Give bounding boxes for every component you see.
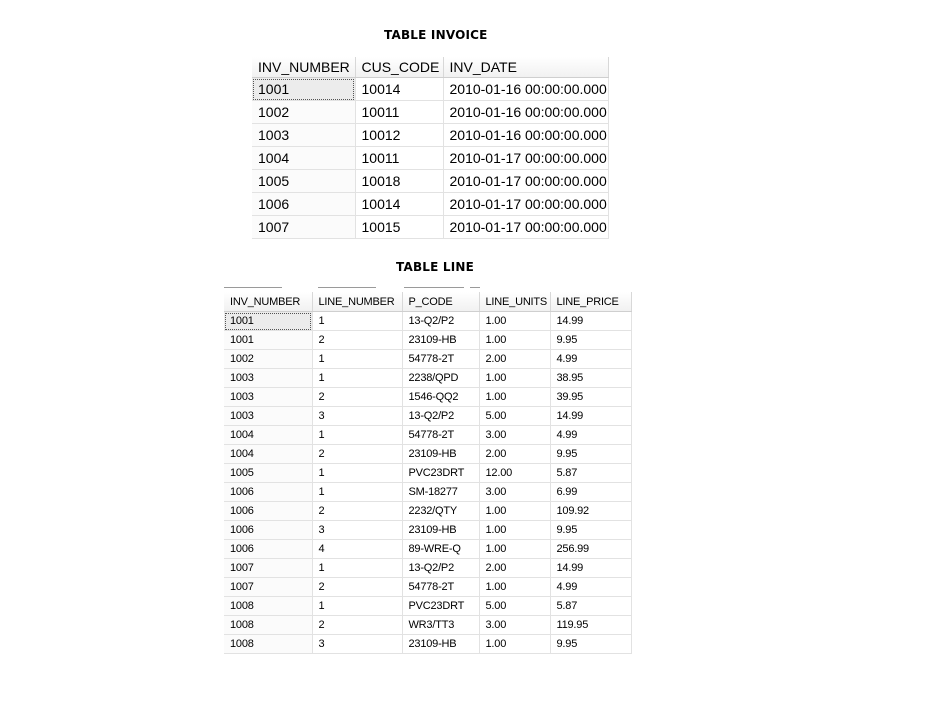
cell-line-units[interactable]: 2.00: [479, 559, 550, 578]
cell-line-price[interactable]: 6.99: [550, 483, 631, 502]
cell-line-number[interactable]: 1: [312, 464, 402, 483]
table-row[interactable]: [252, 147, 608, 170]
cell-line-units[interactable]: 1.00: [479, 369, 550, 388]
cell-p-code[interactable]: 2232/QTY: [402, 502, 479, 521]
cell-line-units[interactable]: 3.00: [479, 616, 550, 635]
cell-cus-code[interactable]: 10014: [355, 193, 443, 216]
table-row[interactable]: [224, 540, 631, 559]
cell-p-code[interactable]: 1546-QQ2: [402, 388, 479, 407]
cell-cus-code[interactable]: 10018: [355, 170, 443, 193]
cell-line-price[interactable]: 5.87: [550, 597, 631, 616]
cell-line-price[interactable]: 4.99: [550, 578, 631, 597]
cell-inv-number[interactable]: 1006: [224, 521, 312, 540]
cell-line-units[interactable]: 3.00: [479, 426, 550, 445]
cell-inv-number[interactable]: 1006: [224, 502, 312, 521]
cell-p-code[interactable]: SM-18277: [402, 483, 479, 502]
cell-p-code[interactable]: WR3/TT3: [402, 616, 479, 635]
table-row[interactable]: [224, 616, 631, 635]
cell-p-code[interactable]: 13-Q2/P2: [402, 559, 479, 578]
cell-line-units[interactable]: 1.00: [479, 502, 550, 521]
table-row[interactable]: [224, 578, 631, 597]
cell-line-number[interactable]: 2: [312, 502, 402, 521]
cell-line-units[interactable]: 2.00: [479, 445, 550, 464]
cell-line-units[interactable]: 1.00: [479, 540, 550, 559]
cell-line-price[interactable]: 14.99: [550, 312, 631, 331]
cell-p-code[interactable]: 13-Q2/P2: [402, 407, 479, 426]
table-row[interactable]: [252, 170, 608, 193]
cell-inv-number[interactable]: 1007: [252, 216, 355, 239]
column-header-inv-date[interactable]: INV_DATE: [443, 57, 608, 78]
table-row[interactable]: [224, 521, 631, 540]
cell-p-code[interactable]: 54778-2T: [402, 426, 479, 445]
column-header-cus-code[interactable]: CUS_CODE: [355, 57, 443, 78]
cell-inv-number[interactable]: 1003: [224, 388, 312, 407]
table-row[interactable]: [252, 216, 608, 239]
cell-line-price[interactable]: 9.95: [550, 635, 631, 654]
table-row[interactable]: [252, 101, 608, 124]
cell-line-price[interactable]: 5.87: [550, 464, 631, 483]
cell-line-units[interactable]: 12.00: [479, 464, 550, 483]
cell-p-code[interactable]: 13-Q2/P2: [402, 312, 479, 331]
cell-p-code[interactable]: PVC23DRT: [402, 464, 479, 483]
cell-inv-number[interactable]: 1002: [224, 350, 312, 369]
cell-inv-number[interactable]: 1007: [224, 559, 312, 578]
cell-line-number[interactable]: 2: [312, 331, 402, 350]
table-row[interactable]: [224, 407, 631, 426]
cell-line-number[interactable]: 1: [312, 483, 402, 502]
cell-line-number[interactable]: 3: [312, 407, 402, 426]
cell-line-price[interactable]: 119.95: [550, 616, 631, 635]
cell-inv-number[interactable]: 1006: [252, 193, 355, 216]
cell-inv-number[interactable]: 1003: [224, 407, 312, 426]
cell-line-units[interactable]: 3.00: [479, 483, 550, 502]
cell-line-number[interactable]: 1: [312, 312, 402, 331]
cell-inv-number[interactable]: 1003: [252, 124, 355, 147]
cell-line-price[interactable]: 256.99: [550, 540, 631, 559]
table-row[interactable]: [224, 635, 631, 654]
line-table-header-strip: [224, 284, 632, 290]
cell-line-number[interactable]: 2: [312, 388, 402, 407]
cell-cus-code[interactable]: 10015: [355, 216, 443, 239]
cell-p-code[interactable]: 2238/QPD: [402, 369, 479, 388]
cell-inv-number[interactable]: 1006: [224, 540, 312, 559]
cell-inv-date[interactable]: 2010-01-16 00:00:00.000: [443, 78, 608, 101]
cell-inv-date[interactable]: 2010-01-17 00:00:00.000: [443, 170, 608, 193]
table-row[interactable]: [224, 464, 631, 483]
cell-inv-date[interactable]: 2010-01-17 00:00:00.000: [443, 193, 608, 216]
cell-p-code[interactable]: 54778-2T: [402, 350, 479, 369]
invoice-table-caption: TABLE INVOICE: [384, 28, 488, 42]
table-row[interactable]: [224, 502, 631, 521]
cell-line-units[interactable]: 1.00: [479, 388, 550, 407]
cell-p-code[interactable]: 23109-HB: [402, 521, 479, 540]
cell-line-price[interactable]: 9.95: [550, 445, 631, 464]
cell-inv-number[interactable]: 1005: [252, 170, 355, 193]
cell-line-units[interactable]: 5.00: [479, 407, 550, 426]
column-header-line-number[interactable]: LINE_NUMBER: [312, 292, 402, 312]
cell-line-units[interactable]: 1.00: [479, 331, 550, 350]
invoice-header-row: [252, 57, 608, 78]
cell-line-number[interactable]: 1: [312, 597, 402, 616]
cell-inv-number[interactable]: 1007: [224, 578, 312, 597]
cell-inv-number[interactable]: 1003: [224, 369, 312, 388]
cell-line-units[interactable]: 1.00: [479, 521, 550, 540]
cell-line-price[interactable]: 9.95: [550, 331, 631, 350]
cell-line-number[interactable]: 3: [312, 521, 402, 540]
column-header-inv-number[interactable]: INV_NUMBER: [252, 57, 355, 78]
column-header-inv-number[interactable]: INV_NUMBER: [224, 292, 312, 312]
line-table: [224, 292, 632, 654]
cell-cus-code[interactable]: 10011: [355, 101, 443, 124]
cell-line-units[interactable]: 1.00: [479, 312, 550, 331]
cell-line-number[interactable]: 2: [312, 578, 402, 597]
cell-line-price[interactable]: 38.95: [550, 369, 631, 388]
table-row[interactable]: [224, 597, 631, 616]
cell-inv-number[interactable]: 1001: [224, 331, 312, 350]
cell-line-number[interactable]: 3: [312, 635, 402, 654]
table-row[interactable]: [224, 483, 631, 502]
cell-line-price[interactable]: 9.95: [550, 521, 631, 540]
cell-inv-date[interactable]: 2010-01-16 00:00:00.000: [443, 101, 608, 124]
table-row[interactable]: [224, 559, 631, 578]
table-row[interactable]: [224, 331, 631, 350]
column-header-line-units[interactable]: LINE_UNITS: [479, 292, 550, 312]
cell-inv-number[interactable]: 1001: [252, 78, 355, 101]
cell-inv-date[interactable]: 2010-01-17 00:00:00.000: [443, 147, 608, 170]
cell-inv-number[interactable]: 1004: [224, 445, 312, 464]
table-row[interactable]: [224, 388, 631, 407]
cell-inv-number[interactable]: 1008: [224, 635, 312, 654]
table-row[interactable]: [252, 193, 608, 216]
cell-line-units[interactable]: 1.00: [479, 578, 550, 597]
cell-line-price[interactable]: 4.99: [550, 350, 631, 369]
table-row[interactable]: [224, 426, 631, 445]
cell-line-price[interactable]: 14.99: [550, 407, 631, 426]
cell-line-number[interactable]: 1: [312, 426, 402, 445]
cell-p-code[interactable]: 54778-2T: [402, 578, 479, 597]
table-row[interactable]: [224, 350, 631, 369]
cell-inv-date[interactable]: 2010-01-17 00:00:00.000: [443, 216, 608, 239]
cell-inv-number[interactable]: 1008: [224, 616, 312, 635]
cell-inv-number[interactable]: 1004: [252, 147, 355, 170]
invoice-table: [252, 57, 609, 239]
cell-line-price[interactable]: 109.92: [550, 502, 631, 521]
cell-inv-date[interactable]: 2010-01-16 00:00:00.000: [443, 124, 608, 147]
table-row[interactable]: [252, 124, 608, 147]
cell-line-number[interactable]: 4: [312, 540, 402, 559]
cell-inv-number[interactable]: 1002: [252, 101, 355, 124]
cell-line-number[interactable]: 2: [312, 616, 402, 635]
cell-cus-code[interactable]: 10014: [355, 78, 443, 101]
cell-inv-number[interactable]: 1004: [224, 426, 312, 445]
cell-line-number[interactable]: 1: [312, 350, 402, 369]
cell-line-units[interactable]: 2.00: [479, 350, 550, 369]
cell-line-number[interactable]: 2: [312, 445, 402, 464]
cell-p-code[interactable]: 89-WRE-Q: [402, 540, 479, 559]
column-header-line-price[interactable]: LINE_PRICE: [550, 292, 631, 312]
column-header-p-code[interactable]: P_CODE: [402, 292, 479, 312]
cell-line-price[interactable]: 39.95: [550, 388, 631, 407]
cell-line-price[interactable]: 14.99: [550, 559, 631, 578]
cell-line-number[interactable]: 1: [312, 559, 402, 578]
cell-p-code[interactable]: 23109-HB: [402, 331, 479, 350]
cell-line-units[interactable]: 1.00: [479, 635, 550, 654]
cell-inv-number[interactable]: 1005: [224, 464, 312, 483]
line-header-row: [224, 292, 631, 312]
cell-p-code[interactable]: PVC23DRT: [402, 597, 479, 616]
table-row[interactable]: [224, 369, 631, 388]
cell-inv-number[interactable]: 1006: [224, 483, 312, 502]
cell-p-code[interactable]: 23109-HB: [402, 635, 479, 654]
cell-cus-code[interactable]: 10012: [355, 124, 443, 147]
cell-p-code[interactable]: 23109-HB: [402, 445, 479, 464]
cell-line-price[interactable]: 4.99: [550, 426, 631, 445]
table-row[interactable]: [252, 78, 608, 101]
cell-line-number[interactable]: 1: [312, 369, 402, 388]
table-row[interactable]: [224, 312, 631, 331]
cell-line-units[interactable]: 5.00: [479, 597, 550, 616]
cell-inv-number[interactable]: 1001: [224, 312, 312, 331]
cell-cus-code[interactable]: 10011: [355, 147, 443, 170]
line-table-caption: TABLE LINE: [396, 260, 475, 274]
cell-inv-number[interactable]: 1008: [224, 597, 312, 616]
table-row[interactable]: [224, 445, 631, 464]
